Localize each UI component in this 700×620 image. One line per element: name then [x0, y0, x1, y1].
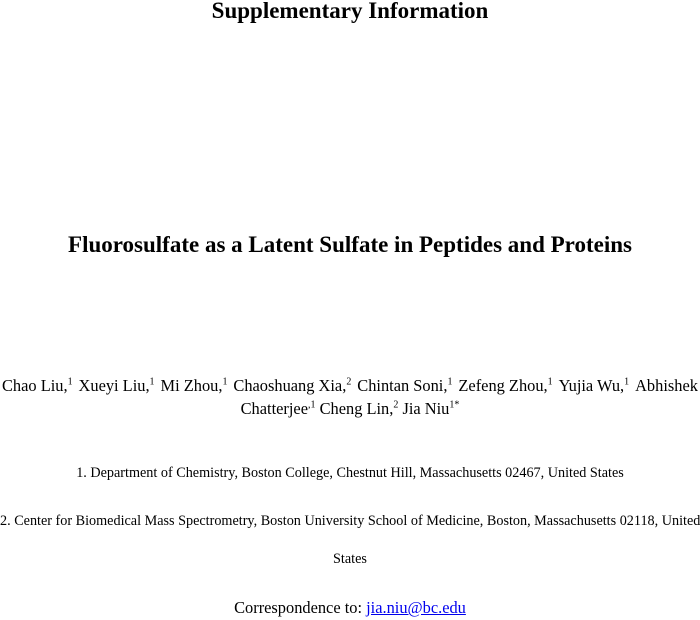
author: Chaoshuang Xia,$^2$	[233, 376, 352, 395]
author: Xueyi Liu,$^1$	[78, 376, 155, 395]
author-split: Abhishek	[635, 376, 698, 395]
supplementary-heading: Supplementary Information	[211, 0, 489, 23]
author: Mi Zhou,$^1$	[160, 376, 228, 395]
author-line-1	[2, 374, 698, 397]
author-line-2	[2, 397, 698, 420]
author: Zefeng Zhou,$^1$	[458, 376, 553, 395]
affiliation-2-continued: States	[333, 551, 367, 567]
author: Chao Liu,$^1$	[2, 376, 73, 395]
author-split-rest: Chatterjee$^{,1}$	[240, 399, 316, 418]
affiliation-1: 1. Department of Chemistry, Boston College, Chestnut Hill, Massachusetts 02467, United States	[76, 465, 624, 481]
author: Jia Niu$^{1*}$	[402, 399, 460, 418]
correspondence-line	[0, 598, 700, 618]
author: Yujia Wu,$^1$	[558, 376, 630, 395]
correspondence-label: Correspondence to:	[234, 598, 363, 617]
author: Cheng Lin,$^2$	[319, 399, 399, 418]
paper-title: Fluorosulfate as a Latent Sulfate in Peptides and Proteins	[68, 232, 632, 257]
author-list	[2, 374, 698, 420]
correspondence-email-link[interactable]: jia.niu@bc.edu	[366, 598, 466, 617]
author: Chintan Soni,$^1$	[357, 376, 453, 395]
affiliation-2: 2. Center for Biomedical Mass Spectrometry, Boston University School of Medicine, Boston, Massachusetts 02118, United	[0, 513, 700, 529]
